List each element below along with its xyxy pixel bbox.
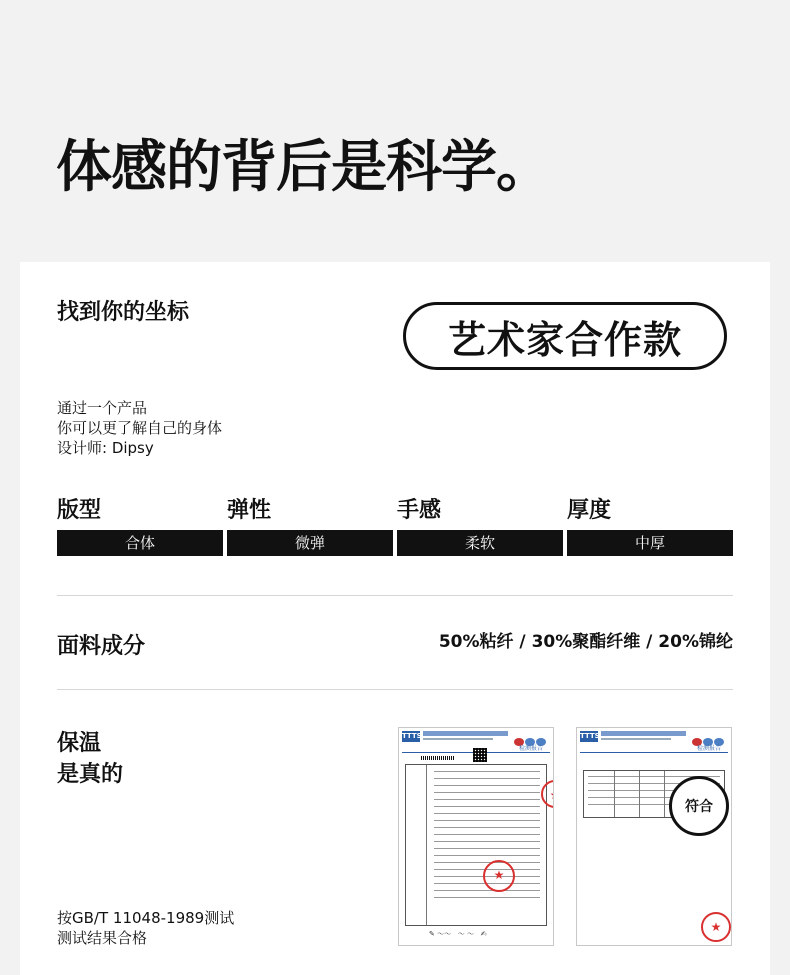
attribute-value: 合体 xyxy=(57,530,223,556)
test-note-line: 按GB/T 11048-1989测试 xyxy=(57,909,235,927)
test-report-image-2 xyxy=(576,727,732,946)
find-coordinates-title: 找到你的坐标 xyxy=(57,300,190,325)
report-table xyxy=(405,764,547,926)
attribute-label: 厚度 xyxy=(567,498,612,523)
attribute-label: 版型 xyxy=(57,498,102,523)
intro-line: 你可以更了解自己的身体 xyxy=(57,419,223,437)
report-org-subline xyxy=(423,738,493,740)
intro-text xyxy=(57,398,222,458)
attribute-grid xyxy=(57,498,733,558)
report-org-line xyxy=(601,731,686,736)
test-report-image-1 xyxy=(398,727,554,946)
attribute-elasticity xyxy=(227,498,393,556)
report-table-col xyxy=(664,771,665,817)
report-signature: ✎ ～～ ～ ～ ✍ xyxy=(429,930,487,938)
test-note-line: 测试结果合格 xyxy=(57,929,148,947)
fabric-title: 面料成分 xyxy=(57,634,146,659)
warmth-title xyxy=(57,728,123,790)
report-table-col xyxy=(426,765,427,925)
test-standard-note xyxy=(57,908,234,948)
divider xyxy=(57,595,733,596)
attribute-value: 微弹 xyxy=(227,530,393,556)
report-org-subline xyxy=(601,738,671,740)
report-logo: TTTS xyxy=(402,732,422,740)
attribute-label: 手感 xyxy=(397,498,442,523)
divider xyxy=(57,689,733,690)
attribute-thickness xyxy=(567,498,733,556)
report-logo: TTTS xyxy=(580,732,600,740)
report-title: 检测报告 xyxy=(696,745,721,752)
attribute-handfeel xyxy=(397,498,563,556)
intro-line: 通过一个产品 xyxy=(57,399,148,417)
product-info-card xyxy=(20,262,770,975)
warmth-title-line: 是真的 xyxy=(57,762,124,787)
barcode-icon xyxy=(421,756,455,760)
report-table-lines xyxy=(406,765,546,898)
cert-marks-icon xyxy=(691,731,725,741)
page-headline: 体感的背后是科学。 xyxy=(56,135,551,200)
attribute-fit xyxy=(57,498,223,556)
report-rule xyxy=(580,752,728,753)
attribute-value: 柔软 xyxy=(397,530,563,556)
attribute-value: 中厚 xyxy=(567,530,733,556)
cert-marks-icon xyxy=(513,731,547,741)
magnifier-highlight: 符合 xyxy=(669,776,729,836)
artist-collab-badge: 艺术家合作款 xyxy=(403,302,727,370)
report-title: 检测报告 xyxy=(518,745,543,752)
report-table-col xyxy=(614,771,615,817)
qr-code-icon xyxy=(473,748,487,762)
red-seal-icon xyxy=(483,860,515,892)
attribute-label: 弹性 xyxy=(227,498,272,523)
report-org-line xyxy=(423,731,508,736)
report-table-col xyxy=(639,771,640,817)
fabric-composition: 50%粘纤 / 30%聚酯纤维 / 20%锦纶 xyxy=(438,632,733,652)
red-seal-icon xyxy=(701,912,731,942)
intro-line: 设计师: Dipsy xyxy=(57,439,154,457)
warmth-title-line: 保温 xyxy=(57,731,102,756)
